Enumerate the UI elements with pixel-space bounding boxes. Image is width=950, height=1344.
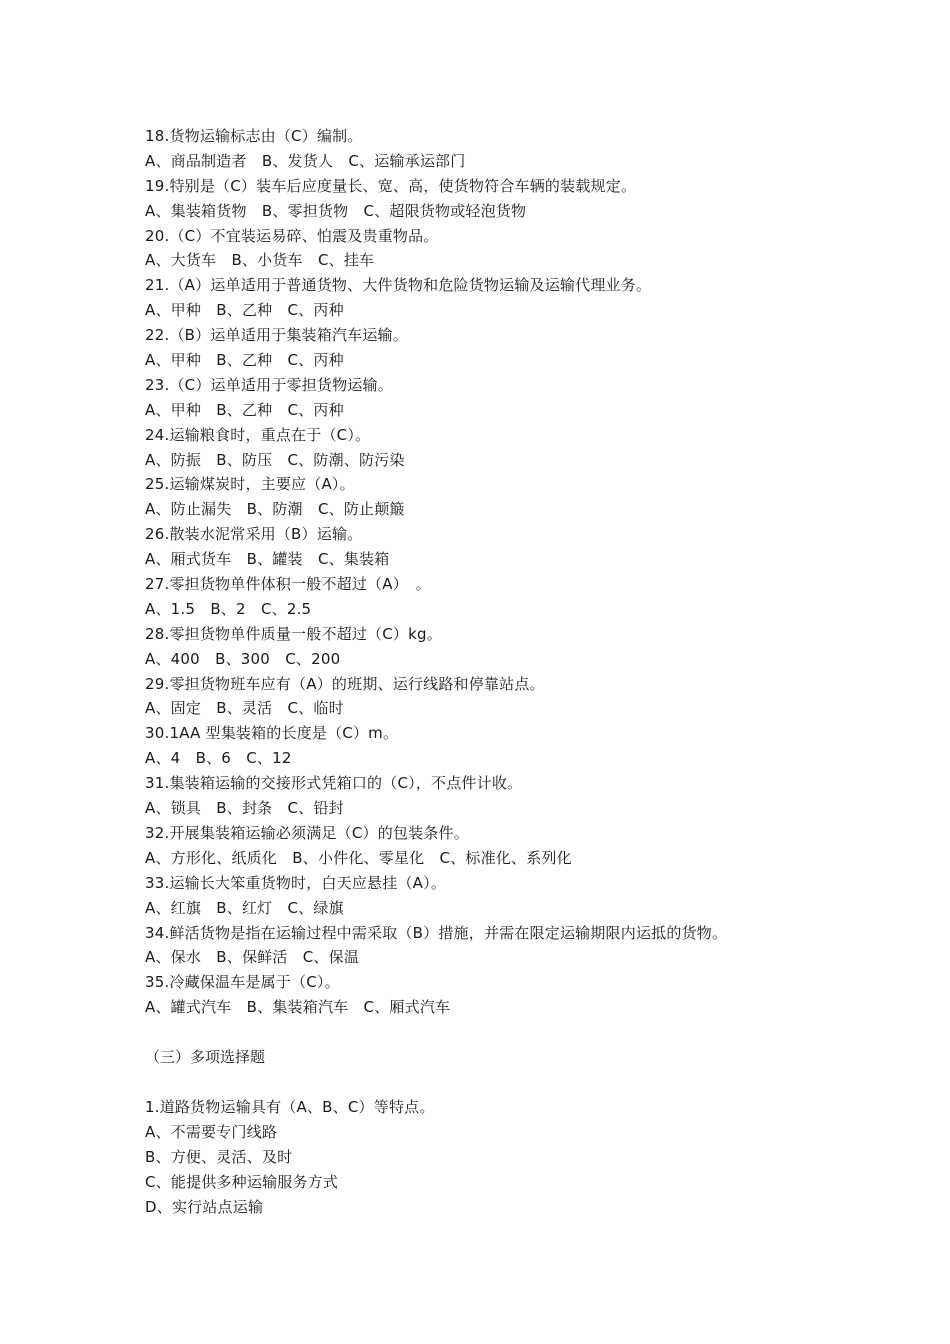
question-text: 35.冷藏保温车是属于（C）。 xyxy=(145,973,340,992)
question-text: 19.特别是（C）装车后应度量长、宽、高，使货物符合车辆的装载规定。 xyxy=(145,176,637,195)
question-text: 33.运输长大笨重货物时，白天应悬挂（A）。 xyxy=(145,873,447,892)
single-choice-questions xyxy=(145,124,925,1020)
question-text: 21.（A）运单适用于普通货物、大件货物和危险货物运输及运输代理业务。 xyxy=(145,276,652,295)
question-text: 1.道路货物运输具有（A、B、C）等特点。 xyxy=(145,1097,435,1116)
multi-choice-section xyxy=(145,1045,925,1070)
options-line: A、大货车 B、小货车 C、挂车 xyxy=(145,251,375,270)
section-title: （三）多项选择题 xyxy=(145,1048,266,1067)
question-text: 30.1AA 型集装箱的长度是（C）m。 xyxy=(145,724,399,743)
options-line: A、厢式货车 B、罐装 C、集装箱 xyxy=(145,550,390,569)
options-line: A、甲种 B、乙种 C、丙种 xyxy=(145,351,344,370)
question-text: 34.鲜活货物是指在运输过程中需采取（B）措施，并需在限定运输期限内运抵的货物。 xyxy=(145,923,728,942)
option-line: A、不需要专门线路 xyxy=(145,1122,278,1141)
options-line: A、保水 B、保鲜活 C、保温 xyxy=(145,948,360,967)
question-text: 24.运输粮食时，重点在于（C）。 xyxy=(145,425,371,444)
question-text: 26.散装水泥常采用（B）运输。 xyxy=(145,525,363,544)
question-text: 22.（B）运单适用于集装箱汽车运输。 xyxy=(145,326,408,345)
question-text: 18.货物运输标志由（C）编制。 xyxy=(145,127,363,145)
options-line: A、红旗 B、红灯 C、绿旗 xyxy=(145,898,344,917)
options-line: A、集装箱货物 B、零担货物 C、超限货物或轻泡货物 xyxy=(145,201,527,220)
options-line: A、防止漏失 B、防潮 C、防止颠簸 xyxy=(145,500,405,519)
options-line: A、甲种 B、乙种 C、丙种 xyxy=(145,400,344,419)
options-line: A、防振 B、防压 C、防潮、防污染 xyxy=(145,450,405,469)
options-line: A、甲种 B、乙种 C、丙种 xyxy=(145,301,344,320)
option-line: B、方便、灵活、及时 xyxy=(145,1147,293,1166)
multi-question-1 xyxy=(145,1095,925,1219)
option-line: C、能提供多种运输服务方式 xyxy=(145,1172,339,1191)
question-text: 32.开展集装箱运输必须满足（C）的包装条件。 xyxy=(145,823,469,842)
options-line: A、4 B、6 C、12 xyxy=(145,749,292,768)
question-text: 23.（C）运单适用于零担货物运输。 xyxy=(145,375,393,394)
option-line: D、实行站点运输 xyxy=(145,1197,264,1216)
document-page xyxy=(145,124,925,1219)
options-line: A、锁具 B、封条 C、铅封 xyxy=(145,799,344,818)
question-text: 25.运输煤炭时，主要应（A）。 xyxy=(145,475,355,494)
options-line: A、罐式汽车 B、集装箱汽车 C、厢式汽车 xyxy=(145,998,451,1017)
question-text: 20.（C）不宜装运易碎、怕震及贵重物品。 xyxy=(145,226,439,245)
options-line: A、1.5 B、2 C、2.5 xyxy=(145,599,312,618)
question-text: 27.零担货物单件体积一般不超过（A） 。 xyxy=(145,575,431,594)
question-text: 28.零担货物单件质量一般不超过（C）kg。 xyxy=(145,624,442,643)
question-text: 31.集装箱运输的交接形式凭箱口的（C），不点件计收。 xyxy=(145,774,523,793)
question-text: 29.零担货物班车应有（A）的班期、运行线路和停靠站点。 xyxy=(145,674,545,693)
options-line: A、方形化、纸质化 B、小件化、零星化 C、标准化、系列化 xyxy=(145,848,572,867)
options-line: A、商品制造者 B、发货人 C、运输承运部门 xyxy=(145,151,466,170)
options-line: A、400 B、300 C、200 xyxy=(145,649,341,668)
options-line: A、固定 B、灵活 C、临时 xyxy=(145,699,344,718)
